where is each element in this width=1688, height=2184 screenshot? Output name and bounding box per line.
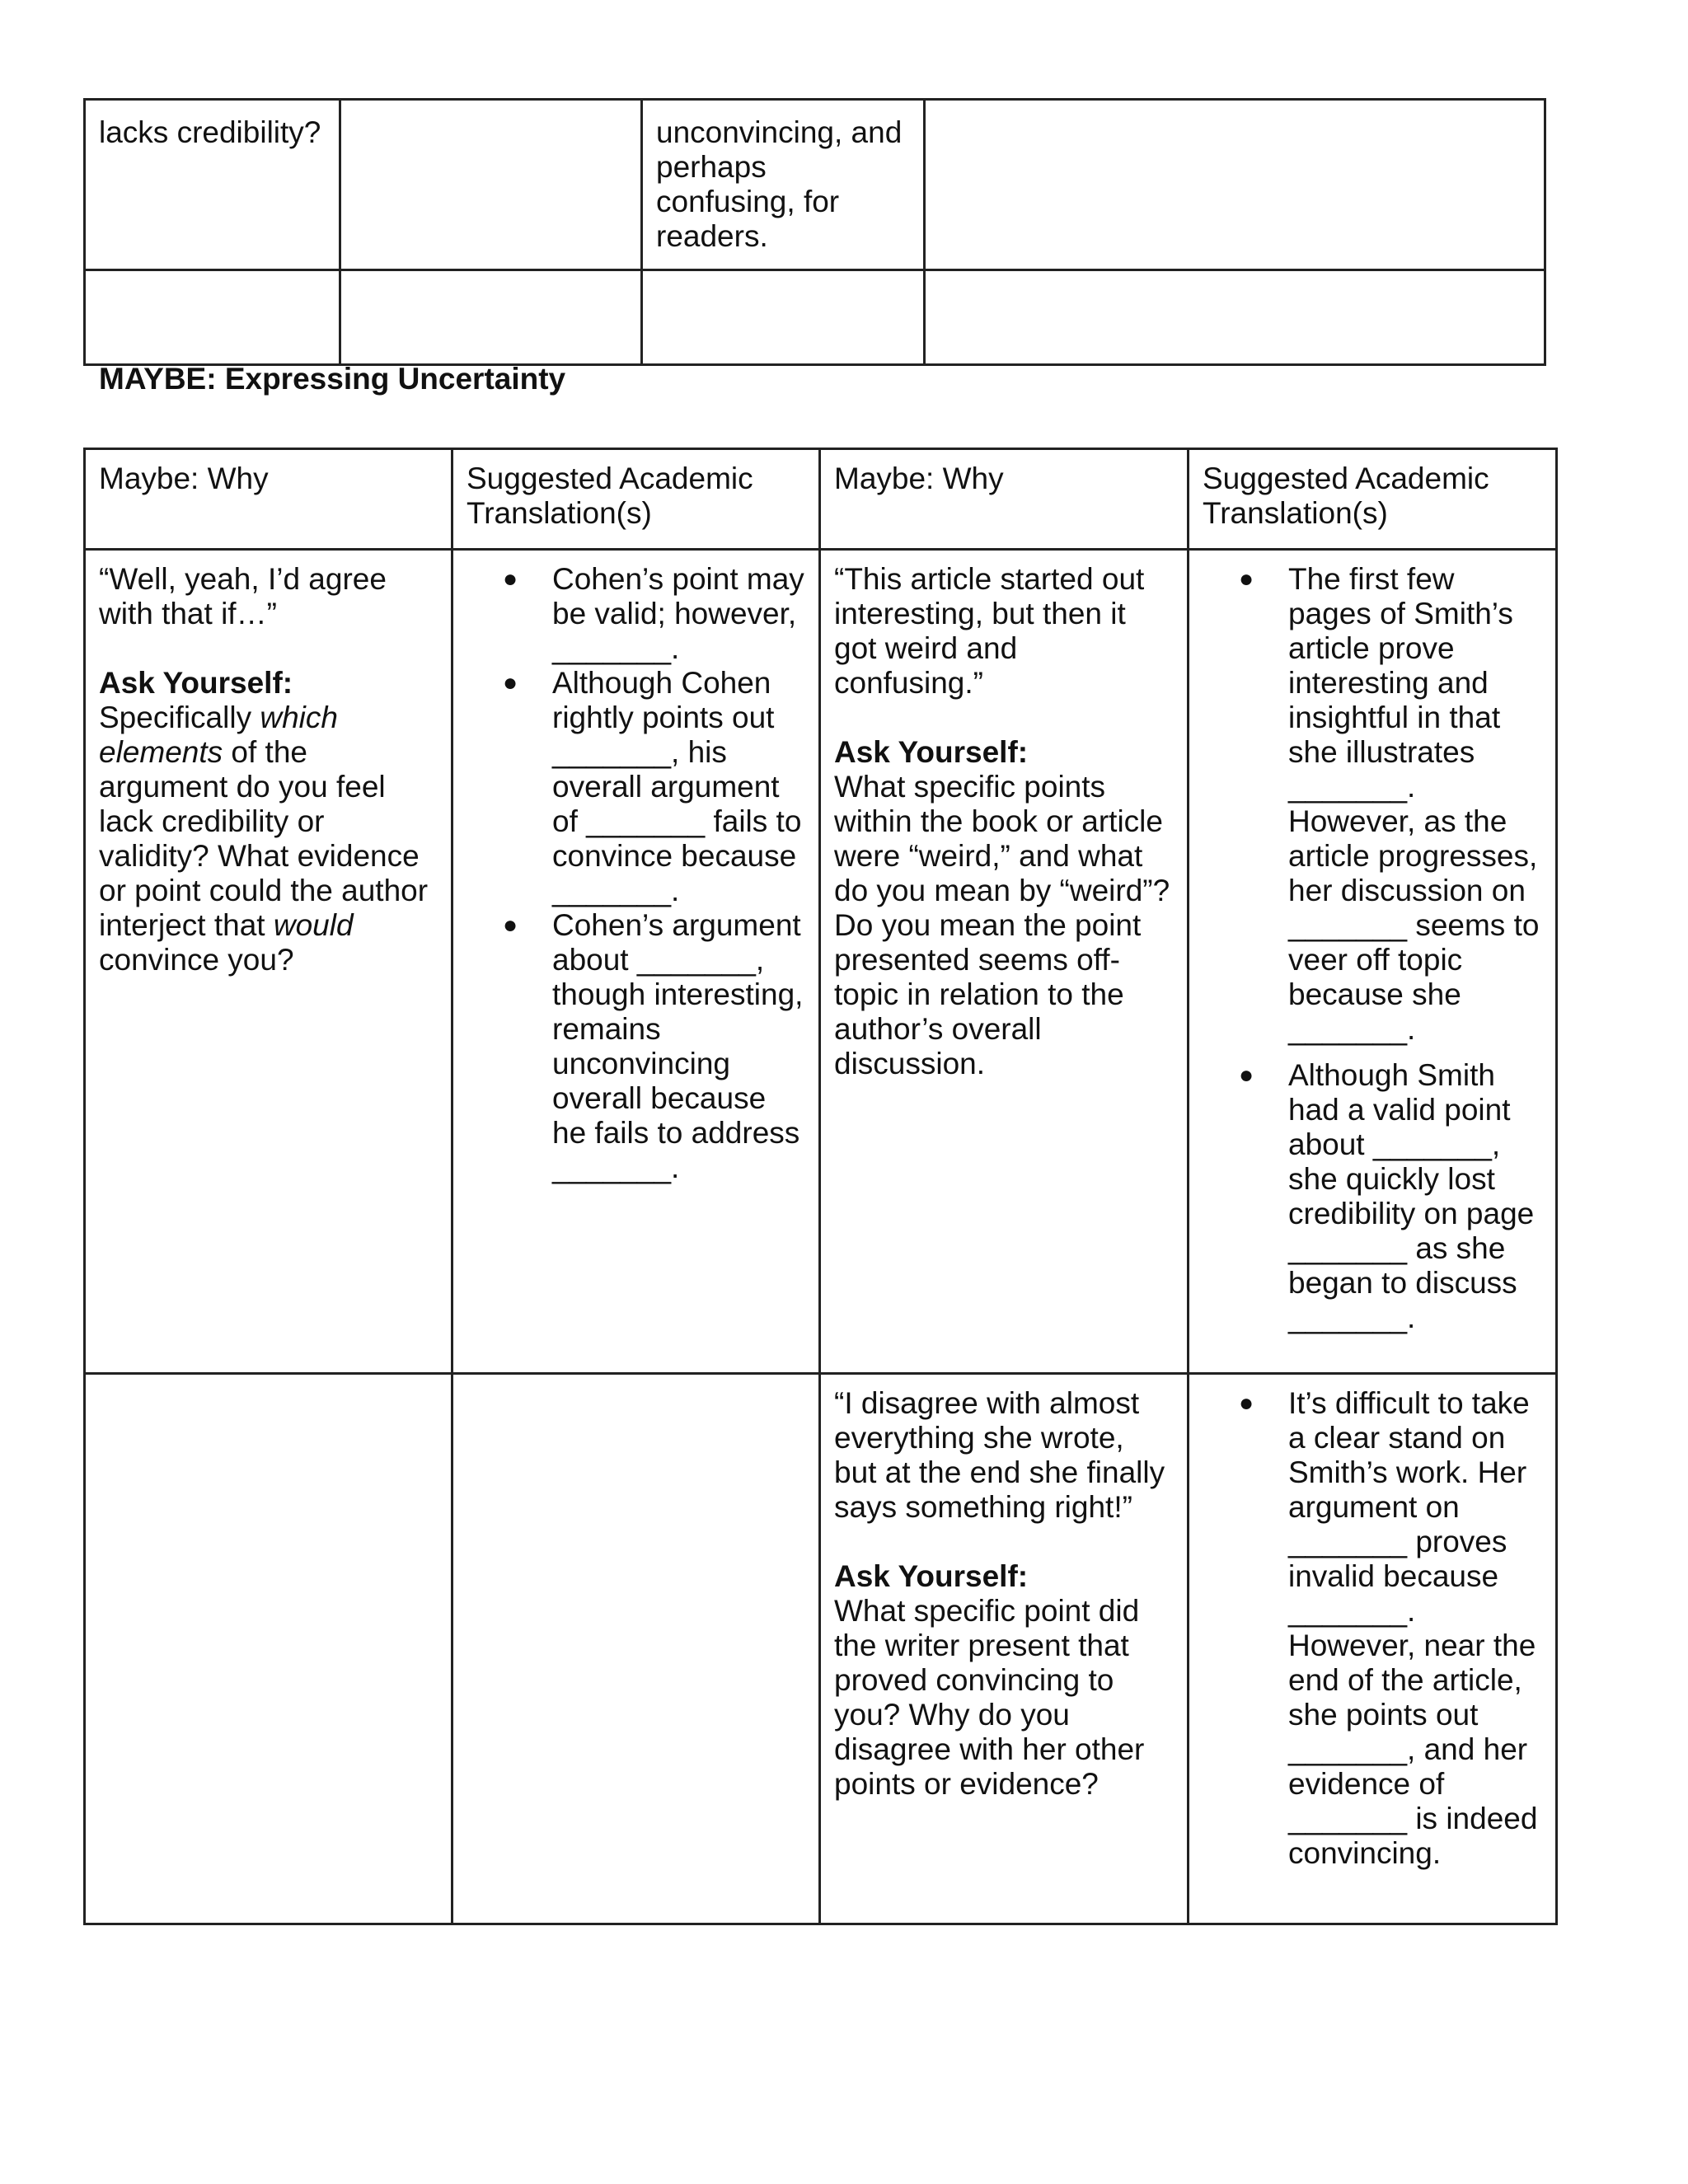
table-cell: [642, 100, 925, 270]
cell-text: lacks credibility?: [99, 115, 321, 149]
student-quote: “I disagree with almost everything she wrote, but at the end she finally says something right!”: [834, 1386, 1165, 1524]
ask-text: What specific point did the writer present that proved convincing to you? Why do you disagree with her other points or evidence?: [834, 1594, 1145, 1801]
translation-list: [1189, 562, 1542, 1335]
table-cell: [820, 550, 1189, 1374]
header-cell: [452, 449, 820, 550]
ask-text: What specific points within the book or article were “weird,” and what do you mean by “weird”? Do you mean the point presented seems off-topic in relation to the author’s overall discussion.: [834, 770, 1170, 1080]
table-cell: [925, 100, 1545, 270]
translation-item: ● Although Smith had a valid point about _______, she quickly lost credibility on page _______ as she began to discuss _______.: [1189, 1058, 1542, 1335]
translation-list: [1189, 1386, 1542, 1871]
table-cell: [85, 550, 452, 1374]
student-quote: “Well, yeah, I’d agree with that if…”: [99, 562, 387, 630]
table-cell: [452, 550, 820, 1374]
continued-table: [83, 98, 1546, 366]
table-cell: [85, 270, 340, 365]
table-cell: [340, 100, 642, 270]
ask-text-emphasis: which elements: [99, 701, 338, 769]
table-cell: [340, 270, 642, 365]
ask-yourself-label: Ask Yourself:: [834, 735, 1029, 769]
table-cell: [820, 1374, 1189, 1924]
ask-yourself-block: [834, 735, 1174, 1081]
ask-text: convince you?: [99, 943, 294, 977]
table-cell: [1189, 1374, 1557, 1924]
table-cell: [1189, 550, 1557, 1374]
maybe-table: [83, 448, 1558, 1925]
translation-item: ● Although Cohen rightly points out _______, his overall argument of _______ fails to convince because _______.: [453, 666, 805, 908]
ask-text: of the argument do you feel lack credibility or validity? What evidence or point could the author interject that: [99, 735, 429, 942]
translation-item: ● Cohen’s point may be valid; however, _______.: [453, 562, 805, 666]
section-heading: MAYBE: Expressing Uncertainty: [99, 362, 566, 396]
column-header: Suggested Academic Translation(s): [1203, 462, 1489, 530]
column-header: Suggested Academic Translation(s): [467, 462, 753, 530]
table-row: [85, 1374, 1557, 1924]
translation-list: [453, 562, 805, 1185]
translation-item: ● It’s difficult to take a clear stand on Smith’s work. Her argument on _______ proves invalid because _______. However, near the end of the article, she points out _______, and her evidence of _______ is indeed convincing.: [1189, 1386, 1542, 1871]
table-cell: [85, 1374, 452, 1924]
ask-text: Specifically: [99, 701, 260, 734]
ask-text-emphasis: would: [273, 908, 354, 942]
header-cell: [820, 449, 1189, 550]
column-header: Maybe: Why: [99, 462, 269, 495]
column-header: Maybe: Why: [834, 462, 1004, 495]
ask-yourself-block: [834, 1559, 1174, 1802]
cell-text: unconvincing, and perhaps confusing, for readers.: [656, 115, 903, 253]
table-cell: [642, 270, 925, 365]
table-row: [85, 270, 1545, 365]
translation-item: ● Cohen’s argument about _______, though interesting, remains unconvincing overall because he fails to address _______.: [453, 908, 805, 1185]
header-row: [85, 449, 1557, 550]
table-cell: [452, 1374, 820, 1924]
table-cell: [85, 100, 340, 270]
translation-item: ● The first few pages of Smith’s article prove interesting and insightful in that she illustrates _______. However, as the article progresses, her discussion on _______ seems to veer off topic because she _______.: [1189, 562, 1542, 1047]
table-row: [85, 100, 1545, 270]
student-quote: “This article started out interesting, but then it got weird and confusing.”: [834, 562, 1145, 700]
header-cell: [1189, 449, 1557, 550]
ask-yourself-label: Ask Yourself:: [834, 1559, 1029, 1593]
ask-yourself-block: [99, 666, 438, 977]
ask-yourself-label: Ask Yourself:: [99, 666, 293, 700]
table-cell: [925, 270, 1545, 365]
header-cell: [85, 449, 452, 550]
table-row: [85, 550, 1557, 1374]
